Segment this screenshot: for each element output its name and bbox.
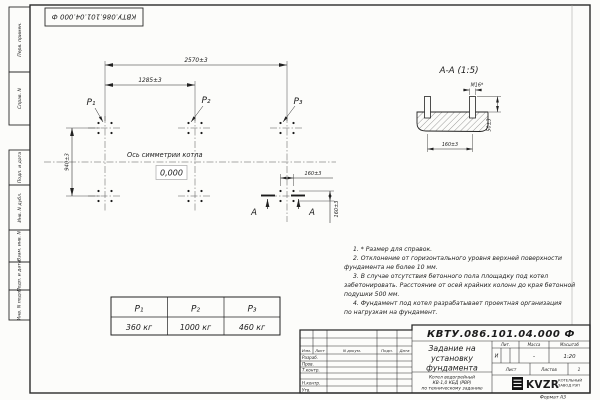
margin-label: Инв. N дубл. xyxy=(18,192,23,223)
dim-bolt-y: 160±3 xyxy=(334,200,340,218)
note-line: 3. В случае отсутствия бетонного пола площадку под котел xyxy=(353,273,549,280)
note-line: 2. Отклонение от горизонтального уровня верхней поверхности xyxy=(353,255,562,262)
lit-label: Лит. xyxy=(500,342,511,347)
load-p2: P₂ xyxy=(201,96,211,106)
row-label: Н.контр. xyxy=(302,380,321,386)
anchor-bolt xyxy=(470,97,476,119)
margin-label: Справ. N xyxy=(18,87,23,110)
sheets-value: 1 xyxy=(577,368,581,373)
header-cell: Дата xyxy=(399,348,410,353)
dim-mid: 1285±3 xyxy=(138,78,162,84)
thread-callout: М16* xyxy=(470,83,484,89)
row-label: Разраб. xyxy=(302,355,319,361)
mass-label: Масса xyxy=(527,342,541,347)
note-line: подушки 500 мм. xyxy=(344,291,400,298)
company-name: KVZR xyxy=(526,379,560,391)
title-line: установку xyxy=(430,354,474,363)
row-label: Утв. xyxy=(302,387,311,393)
note-line: забетонировать. Расстояние от осей крайних колонн до края бетонной xyxy=(344,282,576,289)
company-subtitle: ЗАВОД РЭП xyxy=(558,383,580,388)
title-line: Задание на xyxy=(428,344,476,353)
product-line: по техническому заданию xyxy=(421,386,483,392)
mass-value: - xyxy=(533,353,535,360)
table-header: P₃ xyxy=(247,304,257,315)
dim-overall: 2570±3 xyxy=(184,58,208,64)
header-cell: N докум. xyxy=(342,348,362,353)
cut-letter-right: А xyxy=(309,208,315,218)
row-label: Т.контр. xyxy=(302,367,320,373)
margin-label: Инв. N подл. xyxy=(17,289,23,321)
lit-value: И xyxy=(494,353,499,360)
header-cell: Подп. xyxy=(381,348,393,353)
note-line: 1. * Размер для справок. xyxy=(353,246,433,253)
title-block-doc-number: КВТУ.086.101.04.000 Ф xyxy=(426,329,576,340)
dim-vertical: 940±3 xyxy=(64,153,71,171)
section-title: А-А (1:5) xyxy=(439,66,479,76)
note-line: 4. Фундамент под котел разрабатывает проектная организация xyxy=(353,300,562,307)
dim-spacing: 160±3 xyxy=(441,143,459,148)
table-value: 460 кг xyxy=(238,323,266,332)
sheet-label: Лист xyxy=(505,367,517,372)
note-line: по нагрузкам на фундамент. xyxy=(344,309,438,316)
company-subtitle: КОТЕЛЬНЫЙ xyxy=(558,378,583,383)
row-label: Пров. xyxy=(302,361,314,367)
table-value: 360 кг xyxy=(125,323,153,332)
note-line: фундамента не более 10 мм. xyxy=(344,264,438,271)
level-value: 0,000 xyxy=(160,168,183,178)
cut-letter-left: А xyxy=(251,208,257,218)
document-title xyxy=(426,344,478,373)
margin-label: Подп. и дата xyxy=(17,260,23,292)
scale-label: Масштаб xyxy=(559,342,580,347)
sheets-label: Листов xyxy=(541,367,557,372)
format-label: Формат А3 xyxy=(539,395,567,400)
table-header: P₂ xyxy=(190,304,201,315)
load-p3: P₃ xyxy=(293,97,303,107)
margin-label: Перв. примен. xyxy=(18,22,23,57)
scale-value: 1:20 xyxy=(563,354,576,360)
table-value: 1000 кг xyxy=(179,323,212,332)
dim-protrusion: 50±3 xyxy=(487,118,493,132)
load-p1: P₁ xyxy=(86,98,96,108)
stamp-doc-number: КВТУ.086.101.04.000 Ф xyxy=(51,12,137,21)
header-cell: Изм. xyxy=(301,348,312,353)
axis-label: Ось симметрии котла xyxy=(127,151,203,159)
title-line: фундамента xyxy=(426,363,478,373)
anchor-bolt xyxy=(425,97,431,119)
header-cell: Лист xyxy=(315,348,325,353)
table-header: P₁ xyxy=(134,304,144,315)
dim-bolt-x: 160±3 xyxy=(304,171,322,177)
margin-label: Взам. инв. N xyxy=(17,231,23,261)
margin-label: Подп. и дата xyxy=(18,151,23,184)
product-line: Котел водогрейный xyxy=(428,375,476,381)
product-line: КВ-1,0 КБД (РВР) xyxy=(432,381,472,386)
